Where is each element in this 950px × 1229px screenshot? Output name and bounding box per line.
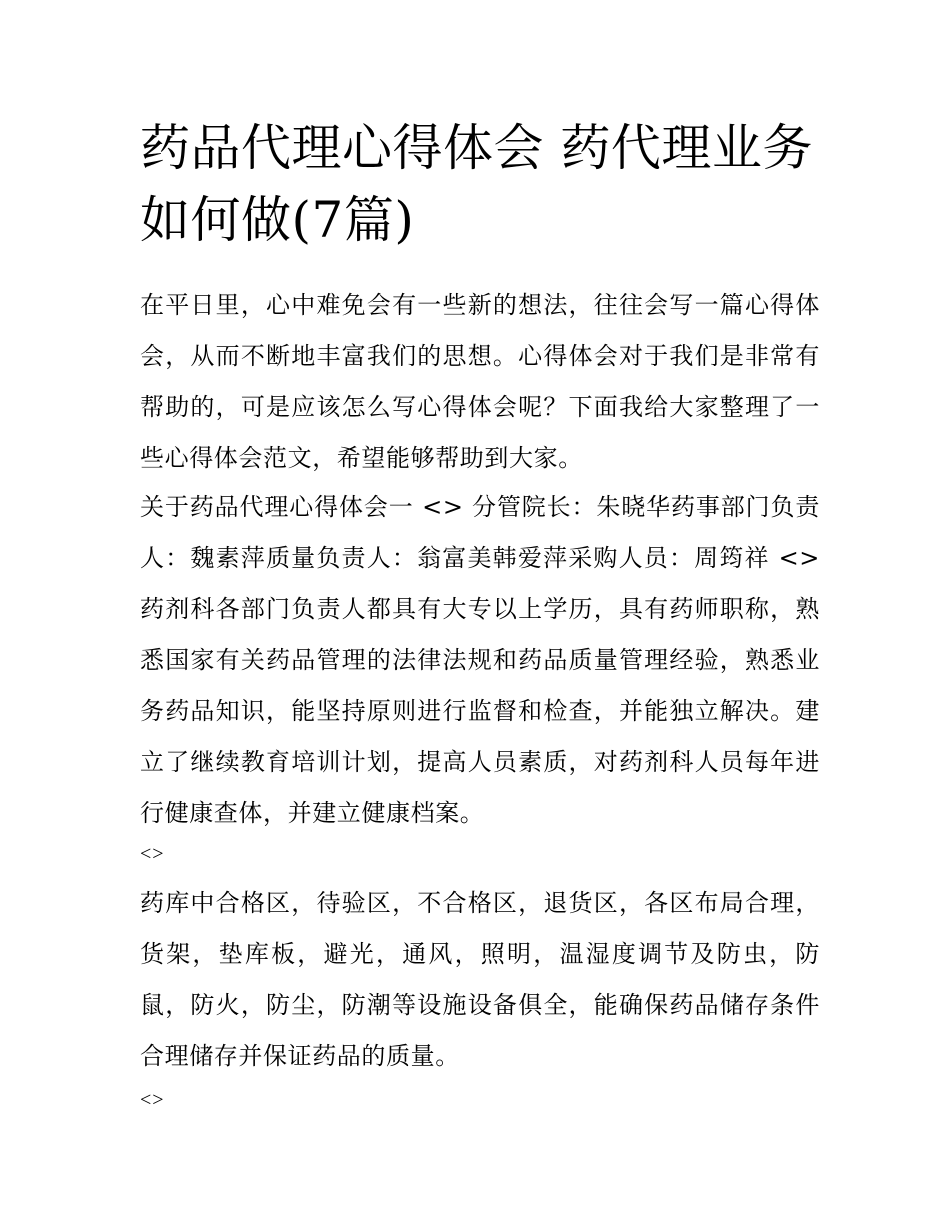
- section-one-paragraph: 关于药品代理心得体会一 <> 分管院长：朱晓华药事部门负责人：魏素萍质量负责人：翁富美韩爱萍采购人员：周筠祥 <> 药剂科各部门负责人都具有大专以上学历，具有药师职称，熟悉国家有关药品管理的法律法规和药品质量管理经验，熟悉业务药品知识，能坚持原则进行监督和检查，并能独立解决。建立了继续教育培训计划，提高人员素质，对药剂科人员每年进行健康查体，并建立健康档案。: [140, 493, 820, 827]
- intro-paragraph: 在平日里，心中难免会有一些新的想法，往往会写一篇心得体会，从而不断地丰富我们的思想。心得体会对于我们是非常有帮助的，可是应该怎么写心得体会呢？下面我给大家整理了一些心得体会范文，希望能够帮助到大家。: [140, 291, 820, 472]
- section-marker: <>: [140, 843, 165, 865]
- document-title: 药品代理心得体会 药代理业务如何做(7篇): [140, 119, 813, 249]
- section-marker: <>: [140, 1089, 165, 1111]
- storage-paragraph: 药库中合格区，待验区，不合格区，退货区，各区布局合理，货架，垫库板，避光，通风，照明，温湿度调节及防虫，防鼠，防火，防尘，防潮等设施设备俱全，能确保药品储存条件合理储存并保证药品的质量。: [140, 889, 820, 1070]
